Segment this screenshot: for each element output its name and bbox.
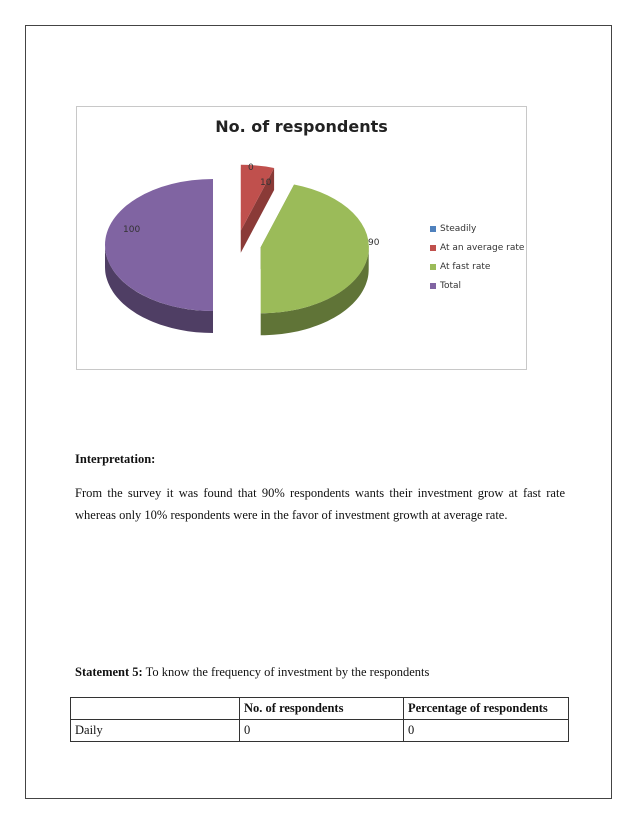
legend-item-average xyxy=(430,238,524,257)
legend-swatch xyxy=(430,245,436,251)
statement-line xyxy=(75,665,429,680)
data-label-total: 100 xyxy=(123,225,141,235)
table-header-row xyxy=(71,698,569,720)
table-header-cell: No. of respondents xyxy=(240,698,404,720)
legend-item-steadily xyxy=(430,219,524,238)
frequency-table xyxy=(70,697,569,742)
statement-text: To know the frequency of investment by the respondents xyxy=(142,665,430,679)
chart-legend xyxy=(430,219,524,295)
table-cell: 0 xyxy=(240,720,404,742)
data-label-fast: 90 xyxy=(368,238,380,248)
table-cell: 0 xyxy=(404,720,569,742)
legend-label: Steadily xyxy=(440,223,477,234)
table-row xyxy=(71,720,569,742)
statement-label: Statement 5: xyxy=(75,665,143,679)
data-label-steadily: 0 xyxy=(248,163,254,173)
legend-label: At an average rate xyxy=(440,242,525,253)
legend-item-fast xyxy=(430,257,524,276)
chart-title: No. of respondents xyxy=(215,117,388,136)
legend-label: Total xyxy=(440,280,462,291)
data-label-average: 10 xyxy=(260,178,272,188)
legend-item-total xyxy=(430,276,524,295)
legend-swatch xyxy=(430,226,436,232)
pie-chart xyxy=(76,106,527,370)
interpretation-text: From the survey it was found that 90% respondents wants their investment grow at fast rate whereas only 10% respondents were in the favor of investment growth at average rate. xyxy=(75,486,565,522)
table-header-cell xyxy=(71,698,240,720)
table-header-cell: Percentage of respondents xyxy=(404,698,569,720)
table-cell: Daily xyxy=(71,720,240,742)
interpretation-heading: Interpretation: xyxy=(75,452,156,466)
legend-swatch xyxy=(430,264,436,270)
legend-label: At fast rate xyxy=(440,261,491,272)
legend-swatch xyxy=(430,283,436,289)
